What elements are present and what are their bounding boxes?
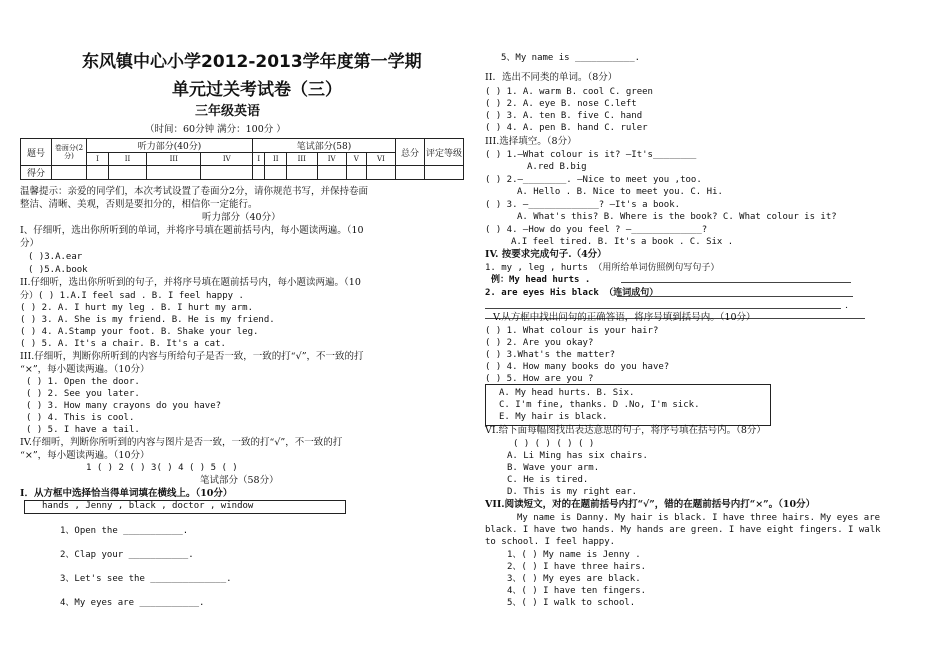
- answer-item: 3、( ) My eyes are black.: [507, 574, 641, 584]
- score-th-number: 题号: [21, 139, 52, 166]
- answer-option: A. My head hurts. B. Six.: [499, 388, 635, 398]
- score-col: II: [108, 153, 146, 166]
- fill-item: 2、Clap your ___________.: [60, 550, 194, 560]
- answer-item: A. Hello . B. Nice to meet you. C. Hi.: [517, 187, 723, 197]
- answer-item: ( )3.A.ear: [28, 252, 83, 262]
- answer-item: ( ) 1. A. warm B. cool C. green: [485, 87, 653, 97]
- question-heading: IV. 按要求完成句子.（4分）: [485, 249, 607, 260]
- notice-line: 温馨提示：亲爱的同学们，本次考试设置了卷面分2分，请你规范书写，并保持卷面: [20, 186, 369, 197]
- answer-rule: [617, 296, 853, 297]
- score-col: III: [286, 153, 317, 166]
- answer-item: ( ) 2. A. eye B. nose C.left: [485, 99, 637, 109]
- question-heading: II．选出不同类的单词。（8分）: [485, 72, 618, 83]
- question-line: 分）: [20, 238, 40, 249]
- score-cell[interactable]: [286, 166, 317, 180]
- fill-item: 1、Open the ___________.: [60, 526, 189, 536]
- question-heading: II.仔细听，选出你所听到的句子，并将序号填在题前括号内，每小题读两遍。（10: [20, 277, 361, 288]
- score-col: I: [253, 153, 265, 166]
- notice-line: 整洁、清晰、美观，否则是要扣分的，相信你一定能行。: [20, 199, 258, 210]
- answer-item: 1、( ) My name is Jenny .: [507, 550, 641, 560]
- score-cell[interactable]: [425, 166, 464, 180]
- time-score: （时间：60分钟 满分：100分 ）: [145, 124, 286, 135]
- score-cell[interactable]: [108, 166, 146, 180]
- answer-item: ( ) 5. How are you ?: [485, 374, 594, 384]
- answer-rule: [621, 282, 851, 283]
- answer-option: E. My hair is black.: [499, 412, 608, 422]
- answer-item: 2. are eyes His black （连词成句）: [485, 288, 659, 298]
- grade-title: 三年级英语: [195, 104, 261, 119]
- score-th-listening: 听力部分(40分): [87, 139, 253, 153]
- question-heading: VI.给下面每幅图找出表达意思的句子，将序号填在括号内。（8分）: [485, 425, 766, 436]
- fill-item: 5、My name is ___________.: [501, 53, 641, 63]
- answer-item: 5、( ) I walk to school.: [507, 598, 636, 608]
- fill-item: 3、Let's see the ______________.: [60, 574, 232, 584]
- answer-item: A.I feel tired. B. It's a book . C. Six .: [511, 237, 734, 247]
- score-col: IV: [317, 153, 346, 166]
- score-table: [20, 138, 464, 180]
- score-col: II: [265, 153, 287, 166]
- answer-item: 4、( ) I have ten fingers.: [507, 586, 647, 596]
- question-heading: I．从方框中选择恰当得单词填在横线上。（10分）: [20, 488, 233, 499]
- score-th-grade: 评定等级: [425, 139, 464, 166]
- fill-item: 4、My eyes are ___________.: [60, 598, 205, 608]
- question-heading: I、仔细听，选出你所听到的单词，并将序号填在题前括号内，每小题读两遍。（10: [20, 225, 364, 236]
- score-col: V: [346, 153, 366, 166]
- score-th-neat: 卷面分(2分): [52, 139, 87, 166]
- word-bank: hands , Jenny , black , doctor , window: [42, 501, 254, 511]
- answer-option: C. He is tired.: [507, 475, 589, 485]
- score-cell[interactable]: [87, 166, 109, 180]
- score-cell[interactable]: [147, 166, 201, 180]
- answer-item: ( ) 3. How many crayons do you have?: [26, 401, 222, 411]
- picture-brackets: ( ) ( ) ( ) ( ): [513, 439, 595, 449]
- question-line: “×”，每小题读两遍。（10分）: [20, 364, 150, 375]
- score-col: VI: [366, 153, 395, 166]
- school-title: 东风镇中心小学2012-2013学年度第一学期: [82, 52, 422, 72]
- answer-item: ( ) 1. Open the door.: [26, 377, 140, 387]
- answer-item: ( ) 2. A. I hurt my leg . B. I hurt my arm.: [20, 303, 253, 313]
- answer-item: ( ) 2. See you later.: [26, 389, 140, 399]
- period-mark: .: [845, 300, 849, 311]
- answer-item: 2、( ) I have three hairs.: [507, 562, 647, 572]
- question-heading: III.选择填空。（8分）: [485, 136, 577, 147]
- answer-item: A. What's this? B. Where is the book? C. What colour is it?: [517, 212, 837, 222]
- score-col: I: [87, 153, 109, 166]
- answer-item: ( ) 3. A. ten B. five C. hand: [485, 111, 643, 121]
- answer-item: ( ) 4. How many books do you have?: [485, 362, 670, 372]
- answer-rule: [485, 308, 841, 309]
- answer-item: ( ) 4. A. pen B. hand C. ruler: [485, 123, 648, 133]
- answer-item: A.red B.big: [527, 162, 587, 172]
- score-cell[interactable]: [317, 166, 346, 180]
- score-cell[interactable]: [253, 166, 265, 180]
- answer-option: D. This is my right ear.: [507, 487, 638, 497]
- answer-option: A. Li Ming has six chairs.: [507, 451, 648, 461]
- score-row-label: 得分: [21, 166, 52, 180]
- score-cell[interactable]: [265, 166, 287, 180]
- score-th-written: 笔试部分(58): [253, 139, 396, 153]
- answer-item: ( ) 4. A.Stamp your foot. B. Shake your leg.: [20, 327, 259, 337]
- example-line: 例：My head hurts .: [491, 275, 591, 285]
- passage-line: black. I have two hands. My hands are green. I have eight fingers. I walk: [485, 525, 881, 535]
- passage-line: My name is Danny. My hair is black. I have three hairs. My eyes are: [517, 513, 881, 523]
- answer-item: 1 ( ) 2 ( ) 3( ) 4 ( ) 5 ( ): [86, 463, 238, 473]
- answer-item: ( ) 2.—________. —Nice to meet you ,too.: [485, 175, 702, 185]
- question-line: “×”，每小题读两遍。（10分）: [20, 450, 150, 461]
- question-heading: III.仔细听，判断你所听到的内容与所给句子是否一致，一致的打“√”，不一致的打: [20, 351, 364, 362]
- answer-item: ( ) 4. —How do you feel ? —_____________?: [485, 225, 708, 235]
- answer-option: B. Wave your arm.: [507, 463, 600, 473]
- exam-title: 单元过关考试卷（三）: [172, 80, 342, 100]
- answer-item: 1. my , leg , hurts （用所给单词仿照例句写句子）: [485, 263, 720, 273]
- answer-item: 分）( ) 1.A.I feel sad . B. I feel happy .: [20, 291, 244, 301]
- score-cell[interactable]: [52, 166, 87, 180]
- score-th-total: 总分: [396, 139, 425, 166]
- answer-item: ( ) 2. Are you okay?: [485, 338, 594, 348]
- score-cell[interactable]: [366, 166, 395, 180]
- score-col: IV: [201, 153, 253, 166]
- answer-item: ( ) 5. A. It's a chair. B. It's a cat.: [20, 339, 226, 349]
- question-heading: IV.仔细听，判断你所听到的内容与图片是否一致，一致的打“√”，不一致的打: [20, 437, 343, 448]
- passage-line: to school. I feel happy.: [485, 537, 616, 547]
- answer-item: ( )5.A.book: [28, 265, 88, 275]
- question-heading: VII.阅读短文，对的在题前括号内打“√”，错的在题前括号内打“×”。（10分）: [485, 499, 816, 510]
- answer-item: ( ) 3. —_____________? —It's a book.: [485, 200, 681, 210]
- answer-item: ( ) 3.What's the matter?: [485, 350, 616, 360]
- question-heading: V.从方框中找出问句的正确答语，将序号填到括号内。（10分）: [493, 312, 756, 323]
- answer-item: ( ) 5. I have a tail.: [26, 425, 140, 435]
- answer-item: ( ) 1. What colour is your hair?: [485, 326, 659, 336]
- section-heading: 听力部分（40分）: [202, 212, 281, 223]
- answer-item: ( ) 1.—What colour is it? —It's________: [485, 150, 697, 160]
- score-col: III: [147, 153, 201, 166]
- answer-item: ( ) 3. A. She is my friend. B. He is my friend.: [20, 315, 275, 325]
- answer-option: C. I'm fine, thanks. D .No, I'm sick.: [499, 400, 700, 410]
- score-cell[interactable]: [346, 166, 366, 180]
- score-cell[interactable]: [201, 166, 253, 180]
- score-cell[interactable]: [396, 166, 425, 180]
- section-heading: 笔试部分（58分）: [200, 475, 279, 486]
- answer-item: ( ) 4. This is cool.: [26, 413, 135, 423]
